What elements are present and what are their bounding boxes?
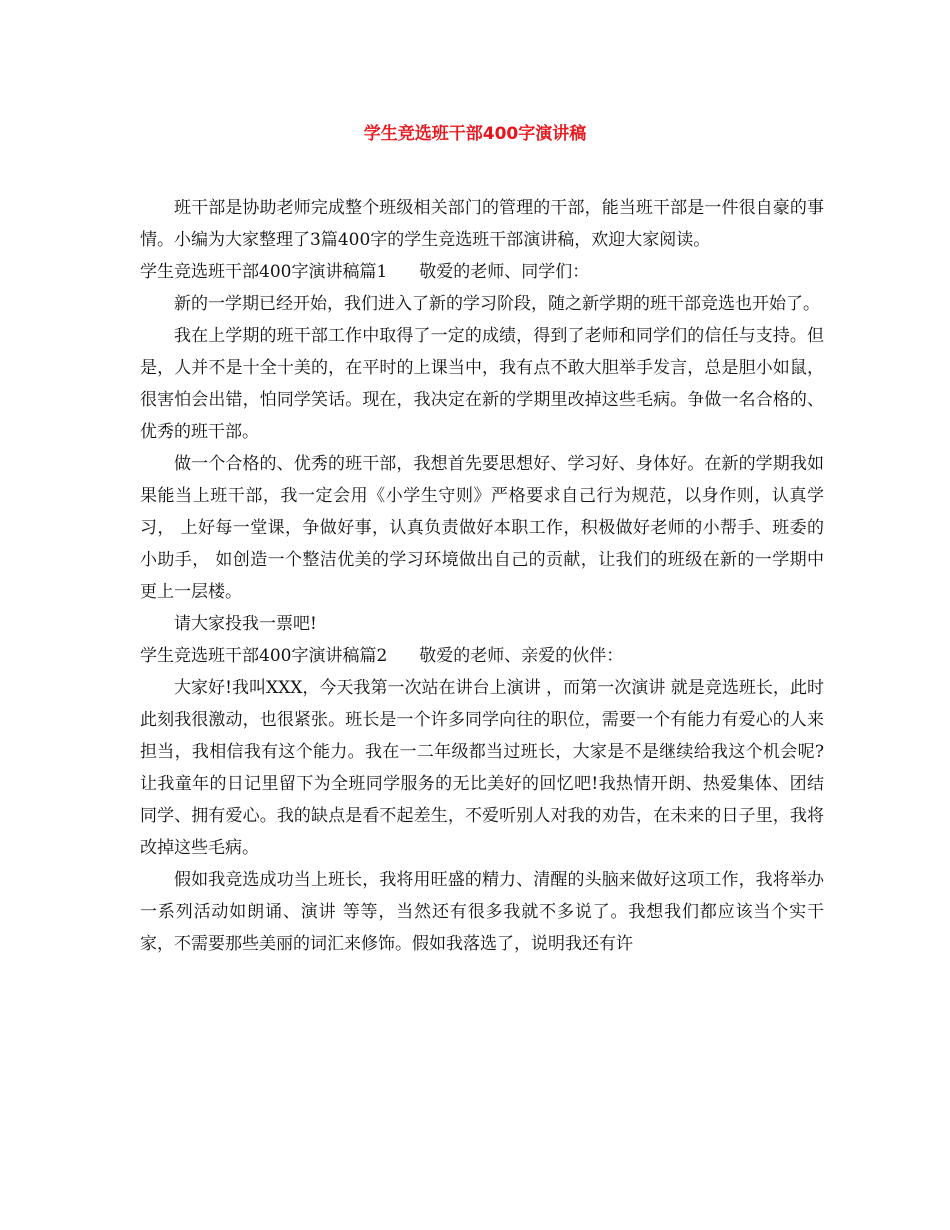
speech2-heading-line [140, 640, 824, 672]
speech1-greeting: 敬爱的老师、同学们： [419, 262, 590, 282]
speech2-paragraph: 假如我竞选成功当上班长，我将用旺盛的精力、清醒的头脑来做好这项工作，我将举办一系列活动如朗诵、演讲 等等，当然还有很多我就不多说了。我想我们都应该当个实干家，不需要那些美丽的词汇来修饰。假如我落选了，说明我还有许 [140, 870, 824, 954]
intro-paragraph: 班干部是协助老师完成整个班级相关部门的管理的干部，能当班干部是一件很自豪的事情。小编为大家整理了3篇400字的学生竞选班干部演讲稿，欢迎大家阅读。 [140, 198, 824, 250]
document-body [140, 192, 824, 960]
speech1-heading-line [140, 256, 824, 288]
speech1-heading: 学生竞选班干部400字演讲稿篇1 [140, 262, 388, 282]
speech1-closing: 请大家投我一票吧! [174, 614, 317, 634]
document-title: 学生竞选班干部400字演讲稿 [363, 124, 587, 144]
speech1-paragraph: 我在上学期的班干部工作中取得了一定的成绩，得到了老师和同学们的信任与支持。但是，人并不是十全十美的，在平时的上课当中，我有点不敢大胆举手发言，总是胆小如鼠，很害怕会出错，怕同学笑话。现在，我决定在新的学期里改掉这些毛病。争做一名合格的、 优秀的班干部。 [140, 326, 824, 442]
speech2-paragraph: 大家好!我叫XXX，今天我第一次站在讲台上演讲 ，而第一次演讲 就是竞选班长，此时此刻我很激动，也很紧张。班长是一个许多同学向往的职位，需要一个有能力有爱心的人来担当，我相信我有这个能力。我在一二年级都当过班长，大家是不是继续给我这个机会呢?让我童年的日记里留下为全班同学服务的无比美好的回忆吧!我热情开朗、热爱集体、团结同学、拥有爱心。我的缺点是看不起差生，不爱听别人对我的劝告，在未来的日子里，我将改掉这些毛病。 [140, 678, 824, 858]
speech1-paragraph: 做一个合格的、优秀的班干部，我想首先要思想好、学习好、身体好。在新的学期我如果能当上班干部，我一定会用《小学生守则》严格要求自己行为规范，以身作则，认真学习， 上好每一堂课，争做好事，认真负责做好本职工作，积极做好老师的小帮手、班委的小助手， 如创造一个整洁优美的学习环境做出自己的贡献，让我们的班级在新的一学期中更上一层楼。 [140, 454, 824, 602]
speech2-heading: 学生竞选班干部400字演讲稿篇2 [140, 646, 388, 666]
speech1-paragraph: 新的一学期已经开始，我们进入了新的学习阶段，随之新学期的班干部竞选也开始了。 [174, 294, 820, 314]
speech2-greeting: 敬爱的老师、亲爱的伙伴： [419, 646, 624, 666]
